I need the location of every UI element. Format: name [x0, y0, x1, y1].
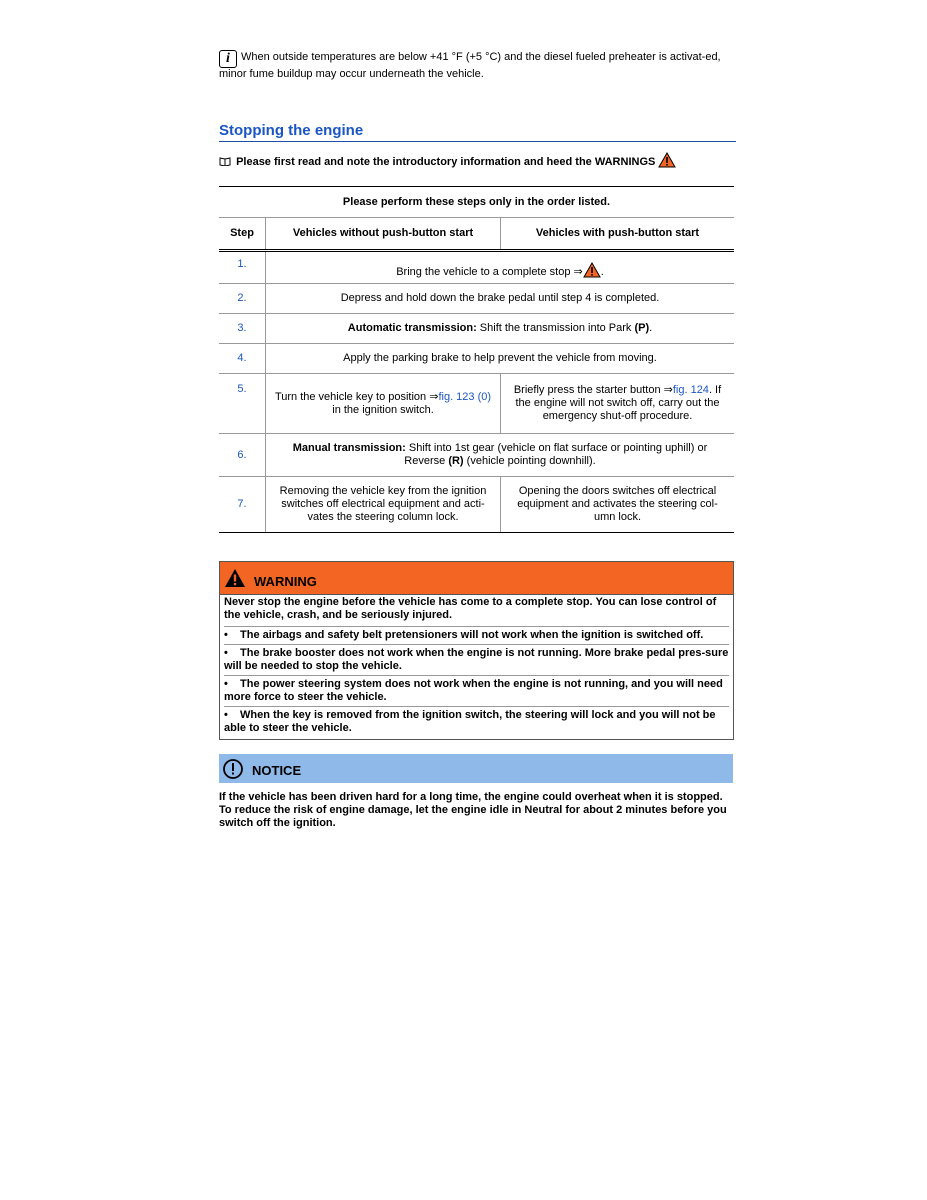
step-text: Manual transmission: Shift into 1st gear (vehicle on flat surface or pointing uphill) or Reverse (R) (vehicle pointing downhill). — [266, 434, 735, 477]
step-number: 4. — [219, 344, 266, 374]
table-row — [219, 251, 734, 284]
warning-item: • The power steering system does not work when the engine is not running, and you will need more force to steer the vehicle. — [224, 675, 729, 706]
intro-text: Please first read and note the introductory information and heed the WARNINGS — [236, 156, 656, 168]
step-number: 7. — [219, 477, 266, 533]
step-text: Apply the parking brake to help prevent the vehicle from moving. — [266, 344, 735, 374]
warning-item: • When the key is removed from the ignition switch, the steering will lock and you will not be able to steer the vehicle. — [224, 706, 729, 737]
warning-box — [219, 561, 734, 740]
step-text-without-push-button: Turn the vehicle key to position ⇒fig. 123 (0) in the ignition switch. — [266, 374, 501, 434]
notice-label: NOTICE — [252, 763, 302, 778]
section-title: Stopping the engine — [219, 122, 736, 142]
step-text-with-push-button: Briefly press the starter button ⇒fig. 124. If the engine will not switch off, carry out the emergency shut-off procedure. — [501, 374, 735, 434]
header-with-push-button: Vehicles with push-button start — [501, 218, 735, 251]
table-row — [219, 284, 734, 314]
notice-text: If the vehicle has been driven hard for a long time, the engine could overheat when it is stopped. To reduce the risk of engine damage, let the engine idle in Neutral for about 2 minutes before you switch off the ignition. — [219, 791, 727, 829]
warning-item: • The airbags and safety belt pretensioners will not work when the ignition is switched off. — [224, 626, 729, 644]
warning-header — [220, 562, 733, 595]
warning-triangle-icon[interactable] — [658, 152, 676, 168]
warning-label: WARNING — [254, 573, 317, 589]
table-row — [219, 434, 734, 477]
notice-header — [219, 754, 733, 783]
steps-table — [219, 186, 734, 533]
step-text-without-push-button: Removing the vehicle key from the ignition switches off electrical equipment and acti-vates the steering column lock. — [266, 477, 501, 533]
info-note — [219, 50, 735, 81]
table-row — [219, 477, 734, 533]
intro-line — [219, 152, 676, 168]
step-number: 6. — [219, 434, 266, 477]
warning-triangle-icon[interactable] — [583, 262, 601, 278]
header-step: Step — [219, 218, 266, 251]
table-caption: Please perform these steps only in the order listed. — [219, 187, 734, 218]
step-text-with-push-button: Opening the doors switches off electrical equipment and activates the steering col-umn lock. — [501, 477, 735, 533]
step-number: 3. — [219, 314, 266, 344]
table-row — [219, 344, 734, 374]
warning-intro: Never stop the engine before the vehicle has come to a complete stop. You can lose control of the vehicle, crash, and be seriously injured. — [224, 596, 717, 621]
step-text: Depress and hold down the brake pedal until step 4 is completed. — [266, 284, 735, 314]
warning-body — [220, 595, 733, 739]
fig-124-link[interactable]: fig. 124 — [672, 384, 709, 396]
warning-list — [224, 626, 729, 737]
step-text: Automatic transmission: Shift the transmission into Park (P). — [266, 314, 735, 344]
info-note-text: When outside temperatures are below +41 °F (+5 °C) and the diesel fueled preheater is activat-ed, minor fume buildup may occur underneath the vehicle. — [219, 51, 721, 80]
step-number: 2. — [219, 284, 266, 314]
warning-triangle-icon — [224, 568, 246, 588]
step-number: 5. — [219, 374, 266, 434]
table-row — [219, 314, 734, 344]
warning-item: • The brake booster does not work when the engine is not running. More brake pedal pres-sure will be needed to stop the vehicle. — [224, 644, 729, 675]
fig-123-link[interactable]: fig. 123 (0) — [438, 390, 492, 403]
exclamation-circle-icon — [222, 758, 244, 780]
header-without-push-button: Vehicles without push-button start — [266, 218, 501, 251]
table-row — [219, 374, 734, 434]
step-number: 1. — [219, 251, 266, 284]
info-icon: i — [219, 50, 237, 68]
step-text: Bring the vehicle to a complete stop ⇒ . — [266, 251, 735, 284]
book-icon — [219, 157, 231, 166]
